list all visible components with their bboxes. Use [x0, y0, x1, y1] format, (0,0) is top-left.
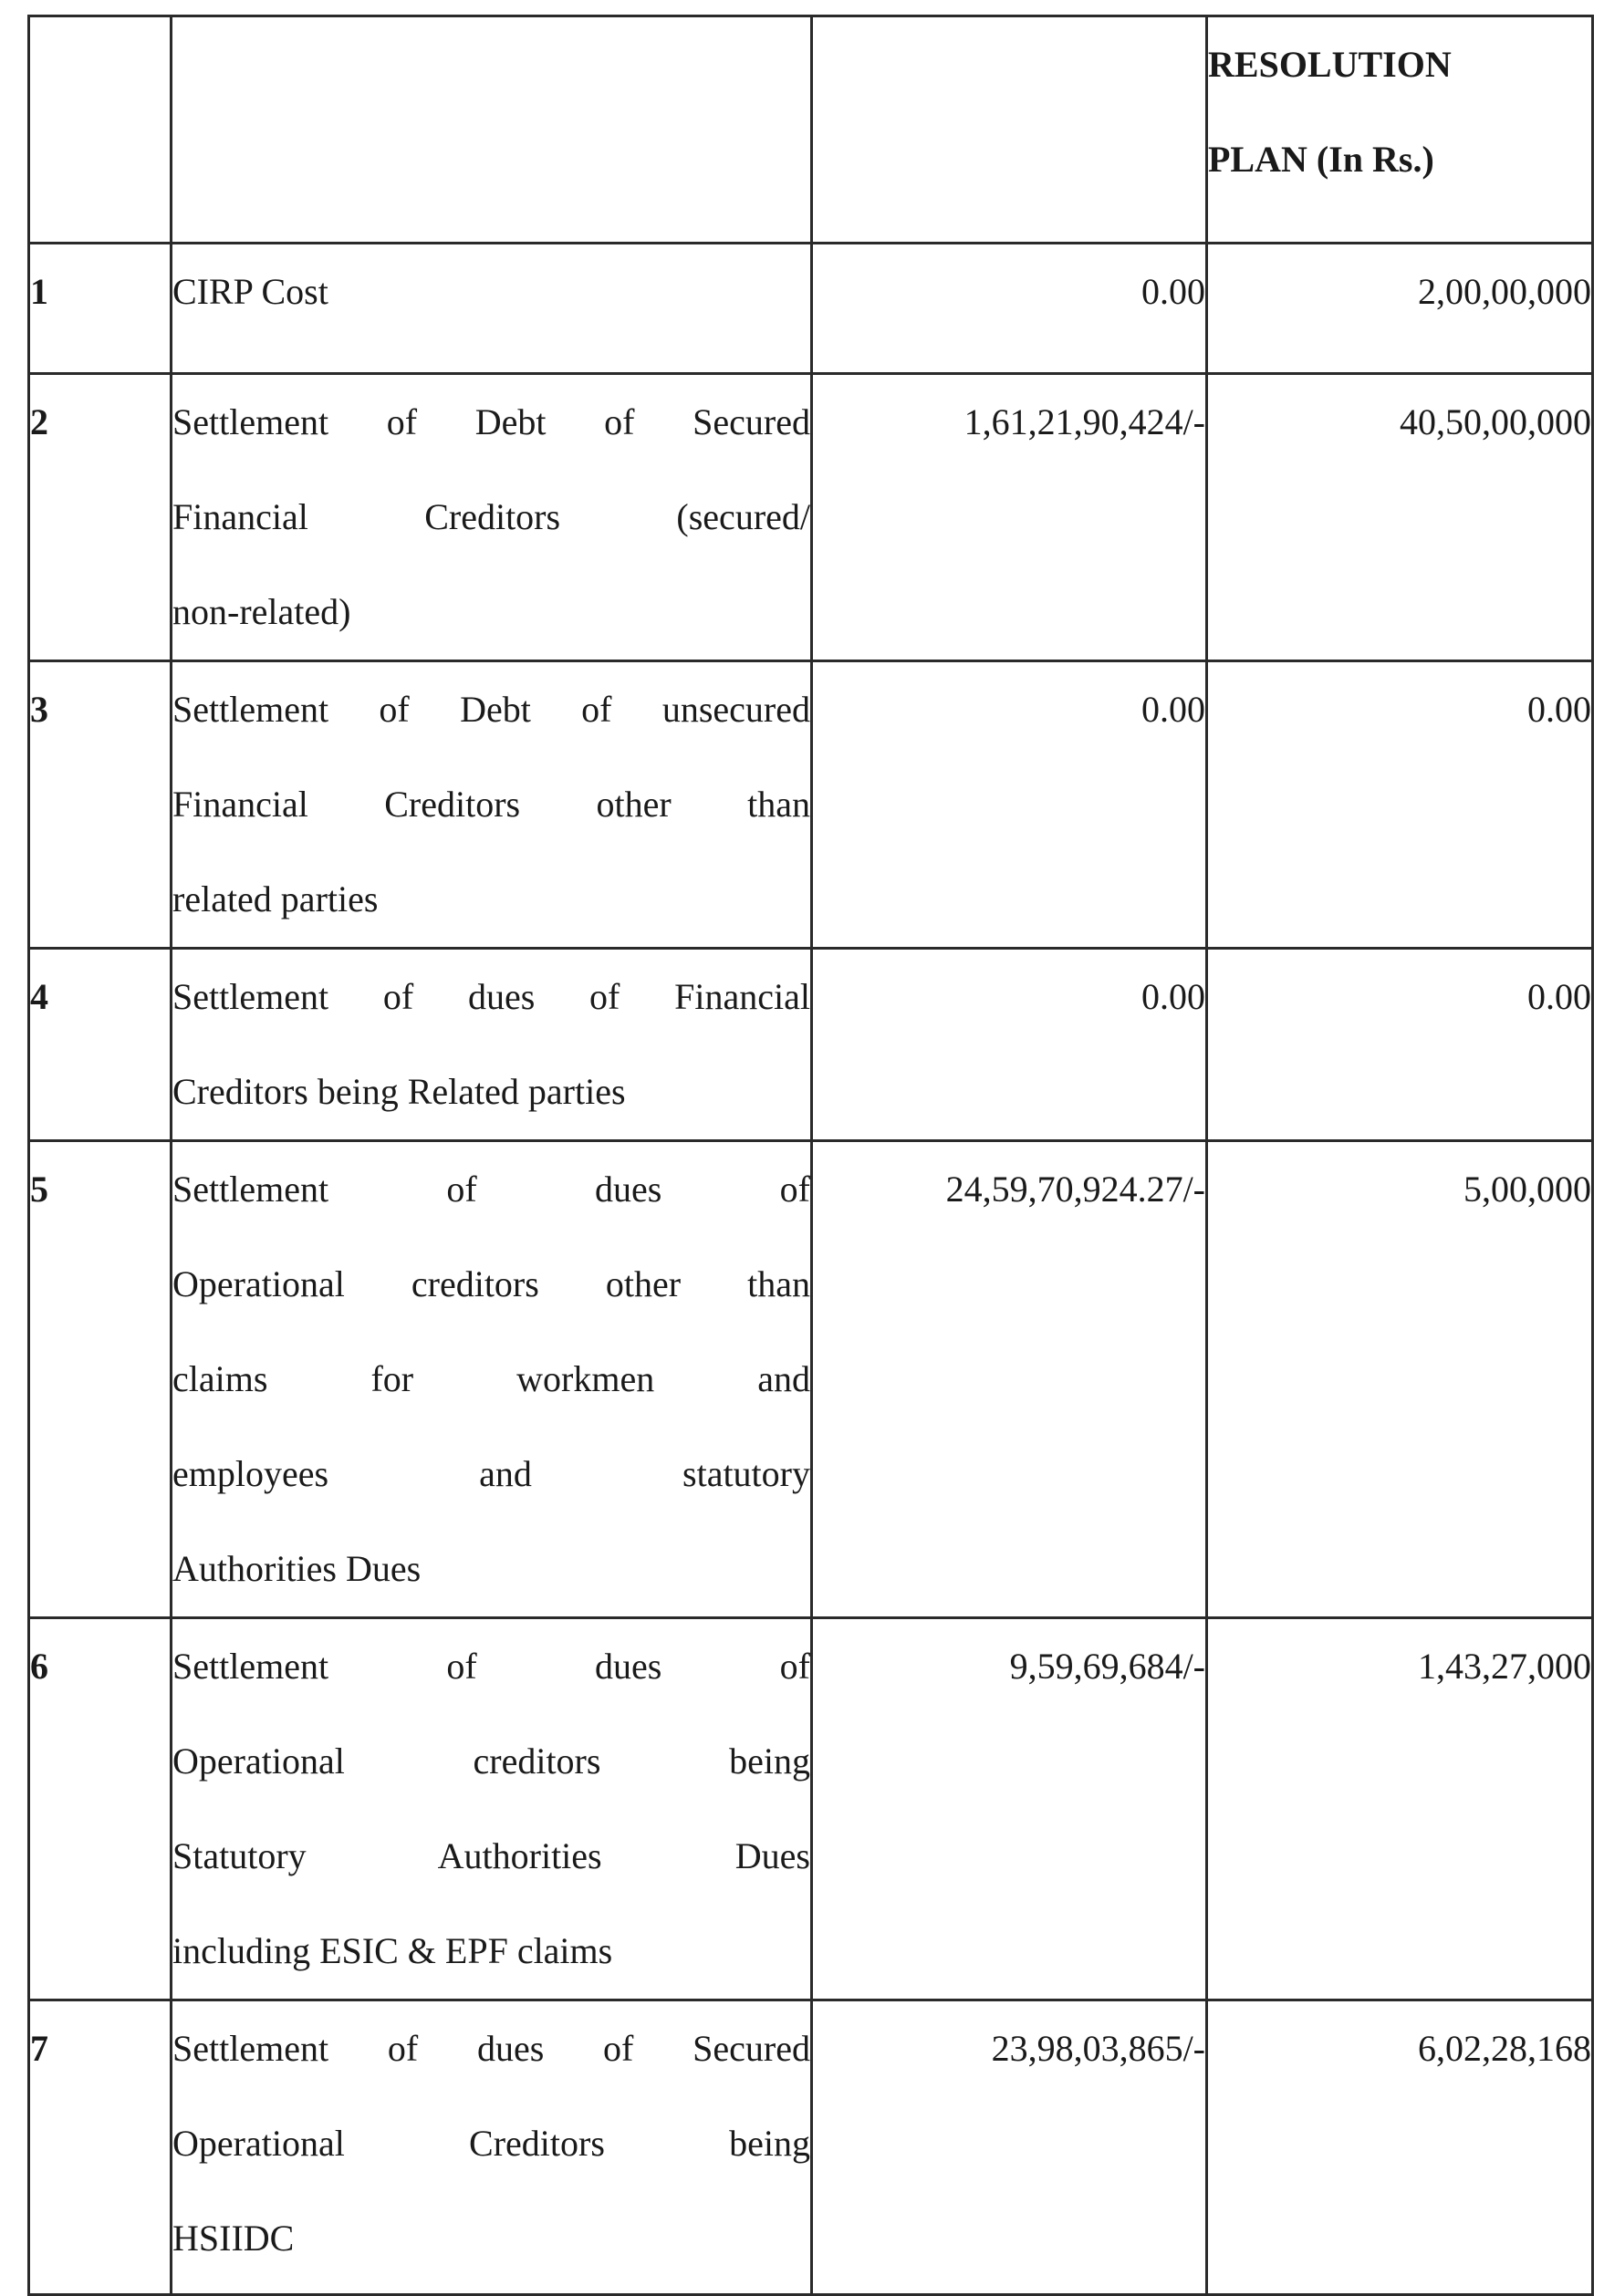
row-resolution-amount: 0.00 [1207, 949, 1593, 1141]
description-line: Statutory Authorities Dues [172, 1835, 810, 1876]
description-line: claims for workmen and [172, 1358, 810, 1399]
row-resolution-amount: 5,00,000 [1207, 1141, 1593, 1618]
description-line: non-related) [172, 591, 351, 632]
row-resolution-amount: 6,02,28,168 [1207, 2000, 1593, 2295]
description-line: Settlement of Debt of Secured [172, 401, 810, 442]
description-line: Financial Creditors other than [172, 784, 810, 825]
table-row [29, 374, 1593, 661]
header-cell-sn [29, 16, 172, 244]
description-line: Financial Creditors (secured/ [172, 496, 810, 537]
row-serial-number: 1 [29, 244, 172, 374]
header-resolution-line1: RESOLUTION [1208, 44, 1452, 85]
description-line: HSIIDC [172, 2218, 295, 2259]
table-row [29, 1618, 1593, 2000]
row-resolution-amount: 0.00 [1207, 661, 1593, 949]
description-line: Authorities Dues [172, 1548, 422, 1589]
table-header-row [29, 16, 1593, 244]
description-line: Operational Creditors being [172, 2123, 810, 2164]
row-serial-number: 2 [29, 374, 172, 661]
row-resolution-amount: 40,50,00,000 [1207, 374, 1593, 661]
row-claim-amount: 9,59,69,684/- [812, 1618, 1207, 2000]
row-claim-amount: 24,59,70,924.27/- [812, 1141, 1207, 1618]
row-resolution-amount: 1,43,27,000 [1207, 1618, 1593, 2000]
header-cell-resolution-plan [1207, 16, 1593, 244]
row-serial-number: 7 [29, 2000, 172, 2295]
row-description [172, 244, 812, 374]
row-description [172, 2000, 812, 2295]
row-serial-number: 5 [29, 1141, 172, 1618]
description-line: employees and statutory [172, 1453, 810, 1494]
description-line: CIRP Cost [172, 271, 328, 312]
table-row [29, 661, 1593, 949]
table-row [29, 2000, 1593, 2295]
header-cell-particulars [172, 16, 812, 244]
table-row [29, 1141, 1593, 1618]
row-serial-number: 3 [29, 661, 172, 949]
description-line: Settlement of dues of Financial [172, 976, 810, 1017]
table-row [29, 949, 1593, 1141]
row-description [172, 374, 812, 661]
row-description [172, 1618, 812, 2000]
row-description [172, 949, 812, 1141]
row-resolution-amount: 2,00,00,000 [1207, 244, 1593, 374]
row-description [172, 661, 812, 949]
description-line: Creditors being Related parties [172, 1071, 626, 1112]
header-cell-amount [812, 16, 1207, 244]
description-line: including ESIC & EPF claims [172, 1930, 613, 1971]
row-serial-number: 4 [29, 949, 172, 1141]
row-description [172, 1141, 812, 1618]
description-line: Operational creditors being [172, 1740, 810, 1782]
header-resolution-line2: PLAN (In Rs.) [1208, 139, 1434, 180]
table-row [29, 244, 1593, 374]
row-serial-number: 6 [29, 1618, 172, 2000]
row-claim-amount: 23,98,03,865/- [812, 2000, 1207, 2295]
description-line: Settlement of dues of [172, 1169, 810, 1210]
row-claim-amount: 0.00 [812, 661, 1207, 949]
description-line: Settlement of Debt of unsecured [172, 689, 810, 730]
description-line: Operational creditors other than [172, 1263, 810, 1304]
row-claim-amount: 0.00 [812, 949, 1207, 1141]
description-line: Settlement of dues of Secured [172, 2028, 810, 2069]
row-claim-amount: 0.00 [812, 244, 1207, 374]
resolution-plan-table [27, 15, 1594, 2296]
description-line: Settlement of dues of [172, 1646, 810, 1687]
row-claim-amount: 1,61,21,90,424/- [812, 374, 1207, 661]
description-line: related parties [172, 878, 379, 919]
